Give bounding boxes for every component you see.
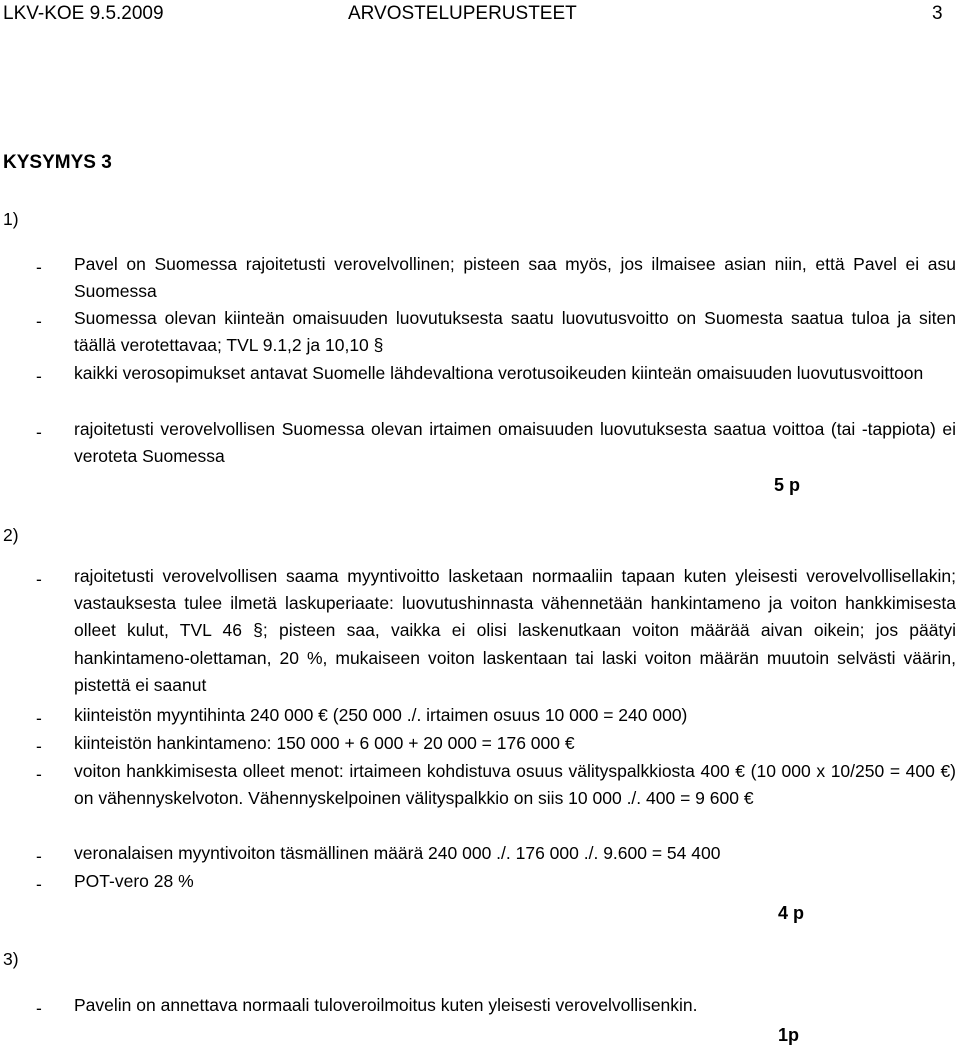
section-2-item-6: POT-vero 28 % [74, 871, 194, 891]
section-1-item-4: rajoitetusti verovelvollisen Suomessa olevan irtaimen omaisuuden luovutuksesta saatua voittoa (tai -tappiota) ei veroteta Suomessa [74, 419, 956, 467]
bullet-dash: - [36, 366, 42, 386]
bullet-dash: - [36, 257, 42, 277]
section-label-1: 1) [3, 209, 19, 229]
exam-id: LKV-KOE 9.5.2009 [3, 3, 164, 24]
bullet-dash: - [36, 736, 42, 756]
section-label-3: 3) [3, 949, 19, 969]
section-1-points: 5 p [774, 475, 801, 495]
bullet-dash: - [36, 998, 42, 1018]
section-1-item-3: kaikki verosopimukset antavat Suomelle lähdevaltiona verotusoikeuden kiinteän omaisuuden luovutusvoittoon [74, 363, 924, 383]
document-title: ARVOSTELUPERUSTEET [348, 3, 577, 24]
section-2-item-2: kiinteistön myyntihinta 240 000 € (250 000 ./. irtaimen osuus 10 000 = 240 000) [74, 705, 688, 725]
bullet-dash: - [36, 311, 42, 331]
page-number: 3 [932, 3, 943, 24]
section-2-item-4: voiton hankkimisesta olleet menot: irtaimeen kohdistuva osuus välityspalkkiosta 400 € (10 000 x 10/250 = 400 €) on vähennyskelvoton. Vähennyskelpoinen välityspalkkio on siis 10 000 ./. 400 = 9 600 € [74, 761, 956, 809]
section-3-points: 1p [778, 1025, 800, 1045]
question-title: KYSYMYS 3 [3, 152, 112, 173]
section-2-points: 4 p [778, 903, 805, 923]
bullet-dash: - [36, 874, 42, 894]
section-3-item-1: Pavelin on annettava normaali tuloveroilmoitus kuten yleisesti verovelvollisenkin. [74, 995, 698, 1015]
bullet-dash: - [36, 764, 42, 784]
bullet-dash: - [36, 708, 42, 728]
section-label-2: 2) [3, 525, 19, 545]
section-1-item-2: Suomessa olevan kiinteän omaisuuden luovutuksesta saatu luovutusvoitto on Suomesta saatua tuloa ja siten täällä verotettavaa; TVL 9.1,2 ja 10,10 § [74, 308, 956, 356]
bullet-dash: - [36, 846, 42, 866]
section-2-item-5: veronalaisen myyntivoiton täsmällinen määrä 240 000 ./. 176 000 ./. 9.600 = 54 400 [74, 843, 721, 863]
section-2-item-1: rajoitetusti verovelvollisen saama myyntivoitto lasketaan normaaliin tapaan kuten yleisesti verovelvollisellakin; vastauksesta tulee ilmetä laskuperiaate: luovutushinnasta vähennetään hankintameno ja voiton hankkimisesta olleet kulut, TVL 46 §; pisteen saa, vaikka ei olisi laskenutkaan voiton määrää aivan oikein; jos päätyi hankintameno-olettaman, 20 %, mukaiseen voiton laskentaan tai laski voiton määrän muutoin selvästi väärin, pistettä ei saanut [74, 566, 956, 695]
bullet-dash: - [36, 422, 42, 442]
section-1-item-1: Pavel on Suomessa rajoitetusti verovelvollinen; pisteen saa myös, jos ilmaisee asian niin, että Pavel ei asu Suomessa [74, 254, 956, 302]
bullet-dash: - [36, 569, 42, 589]
section-2-item-3: kiinteistön hankintameno: 150 000 + 6 000 + 20 000 = 176 000 € [74, 733, 575, 753]
